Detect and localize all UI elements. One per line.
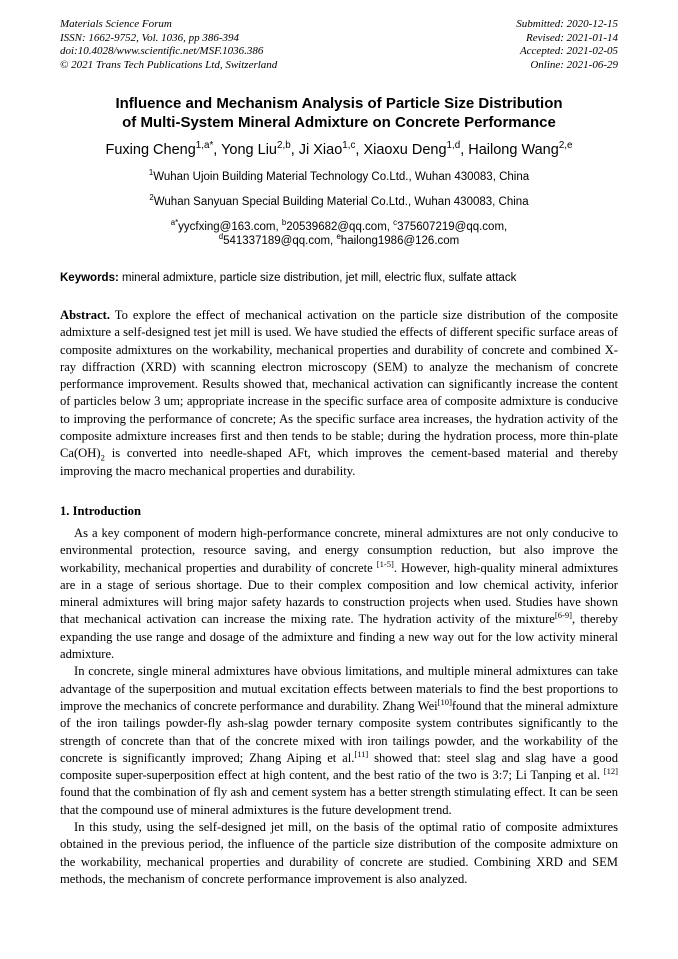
author-emails-line1: $^{a*}$yycfxing@163.com, $^b$20539682@qq.com, $^c$375607219@qq.com, bbox=[170, 218, 508, 233]
introduction-paragraph-3: In this study, using the self-designed jet mill, on the basis of the optimal ratio of composite admixtures obtained in the previous period, the influence of the particle size distribution of the composite admixture on the workability, mechanical properties and durability of concrete are studied. Combining XRD and SEM methods, the mechanism of concrete performance improvement is also analyzed. bbox=[60, 820, 618, 886]
abstract-paragraph: Abstract. To explore the effect of mechanical activation on the particle size distribution of the composite admixture a self-designed test jet mill is used. We have studied the effects of different specific surface areas of composite admixtures on the workability, mechanical properties and durability of concrete and combined X-ray diffraction (XRD) with scanning electron microscopy (SEM) to analyze the mechanism of concrete performance improvement. Results showed that, mechanical activation can significantly increase the content of particles below 3 um; appropriate increase in the specific surface area of composite admixture is conducive to improving the performance of concrete; As the specific surface area increases, the hydration activity of the composite admixture increases first and then tends to be stable; during the hydration process, more thin-plate $Ca(OH)_2$ is converted into needle-shaped AFt, which improves the cement-based material and thereby improving the macro mechanical properties and durability. bbox=[60, 308, 618, 478]
submitted-date: Submitted: 2020-12-15 bbox=[516, 18, 618, 30]
author-emails-line2: $^d$541337189@qq.com, $^e$hailong1986@126.com bbox=[218, 232, 460, 247]
journal-copyright: © 2021 Trans Tech Publications Ltd, Switzerland bbox=[60, 58, 278, 71]
keywords-line: Keywords: mineral admixture, particle size distribution, jet mill, electric flux, sulfate attack bbox=[60, 272, 517, 284]
journal-name: Materials Science Forum bbox=[60, 18, 172, 30]
accepted-date: Accepted: 2021-02-05 bbox=[519, 45, 618, 57]
journal-doi: doi:10.4028/www.scientific.net/MSF.1036.386 bbox=[60, 45, 264, 57]
paper-title bbox=[60, 94, 618, 132]
affiliation-1: $^1$Wuhan Ujoin Building Material Technology Co.Ltd., Wuhan 430083, China bbox=[148, 168, 530, 183]
online-date: Online: 2021-06-29 bbox=[530, 58, 618, 71]
introduction-paragraph-2: In concrete, single mineral admixtures have obvious limitations, and multiple mineral admixtures can take advantage of the superposition and mutual excitation effects between materials to find the best proportions to improve the mechanics of concrete performance and durability. Zhang Wei[10]found that the mineral admixture of the iron tailings powder-fly ash-slag powder ternary composite system contributes significantly to the strength of concrete than that of the concrete mixed with iron tailings powder, and the workability of the concrete is significantly improved; Zhang Aiping et al.[11] showed that: steel slag and slag have a good composite super-superposition effect at high content, and the best ratio of the two is 3:7; Li Tanping et al. [12] found that the combination of fly ash and cement system has a better strength stimulating effect. It can be seen that the compound use of mineral admixtures is the future development trend. bbox=[60, 664, 618, 817]
revised-date: Revised: 2021-01-14 bbox=[526, 31, 618, 44]
section-heading-introduction: 1. Introduction bbox=[60, 503, 141, 518]
affiliation-2: $^2$Wuhan Sanyuan Special Building Material Co.Ltd., Wuhan 430083, China bbox=[149, 193, 529, 208]
journal-header-left bbox=[60, 18, 277, 72]
journal-header-right bbox=[516, 18, 618, 72]
author-list: Fuxing Cheng$^{1,a*}$, Yong Liu$^{2,b}$, Ji Xiao$^{1,c}$, Xiaoxu Deng$^{1,d}$, Hailong Wang$^{2,e}$ bbox=[105, 140, 573, 158]
paper-title-line2: of Multi-System Mineral Admixture on Concrete Performance bbox=[122, 114, 556, 131]
journal-issn-volume: ISSN: 1662-9752, Vol. 1036, pp 386-394 bbox=[60, 31, 240, 44]
journal-header bbox=[60, 18, 618, 72]
paper-title-line1: Influence and Mechanism Analysis of Particle Size Distribution bbox=[115, 95, 563, 112]
introduction-paragraph-1: As a key component of modern high-performance concrete, mineral admixtures are not only conducive to environmental protection, resource saving, and energy consumption reduction, but also improve the workability, mechanical properties and durability of concrete [1-5]. However, high-quality mineral admixtures are in a stage of serious shortage. Due to their complex composition and low chemical activity, inferior mineral admixtures will bring major safety hazards to construction projects when used. Studies have shown that mechanical activation can increase the mixing rate. The hydration activity of the mixture[6-9], thereby expanding the use range and dosage of the admixture and finding a new way out for the low activity mineral admixture. bbox=[60, 525, 618, 662]
author-emails bbox=[60, 220, 618, 248]
